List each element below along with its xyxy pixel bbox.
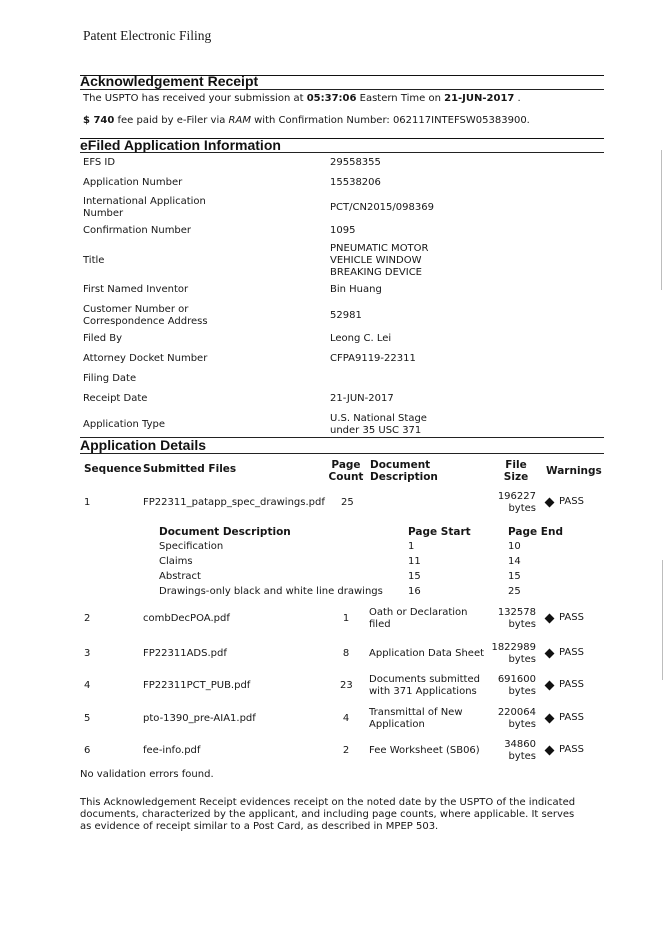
efiled-label: EFS ID <box>83 157 116 168</box>
warning-diamond-icon <box>545 681 555 691</box>
efiled-value: U.S. National Stage under 35 USC 371 <box>330 413 427 436</box>
efiled-bottom-rule <box>80 152 604 153</box>
row-sequence: 6 <box>84 745 91 756</box>
sub-row-end: 15 <box>508 571 521 582</box>
row-file-name: fee-info.pdf <box>143 745 201 756</box>
sub-row-start: 15 <box>408 571 421 582</box>
col-files-header: Submitted Files <box>143 463 237 475</box>
row-page-count: 25 <box>341 497 354 508</box>
fee-text-1: fee paid by e-Filer via <box>114 115 229 126</box>
footer-paragraph: This Acknowledgement Receipt evidences receipt on the noted date by the USPTO of the indicated documents, characterized by the applicant, and including page counts, where applicable. It serves as evidence of receipt similar to a Post Card, as described in MPEP 503. <box>80 797 576 832</box>
row-file-size: 34860 bytes <box>504 739 536 762</box>
row-file-size: 196227 bytes <box>497 491 536 514</box>
row-warning: PASS <box>559 744 584 755</box>
efiled-value: Bin Huang <box>330 284 382 295</box>
row-sequence: 3 <box>84 648 91 659</box>
row-description: Fee Worksheet (SB06) <box>369 745 480 756</box>
row-sequence: 2 <box>84 613 91 624</box>
col-description-header: Document Description <box>370 459 438 483</box>
efiled-top-rule <box>80 138 604 139</box>
row-description: Oath or Declaration filed <box>369 607 468 630</box>
efiled-label: First Named Inventor <box>83 284 189 295</box>
received-suffix: . <box>514 93 521 104</box>
sub-row-description: Claims <box>159 556 193 567</box>
sub-row-end: 25 <box>508 586 521 597</box>
ack-top-rule <box>80 75 604 76</box>
details-bottom-rule <box>80 453 604 454</box>
row-page-count: 2 <box>342 745 350 756</box>
row-warning: PASS <box>559 612 584 623</box>
efiled-label: Customer Number or Correspondence Address <box>83 304 208 327</box>
received-line <box>83 93 521 104</box>
efiled-value: 21-JUN-2017 <box>330 393 394 404</box>
efiled-label: Receipt Date <box>83 393 148 404</box>
scan-edge-mark <box>662 560 663 680</box>
sub-row-start: 11 <box>408 556 421 567</box>
fee-amount: $ 740 <box>83 115 115 126</box>
efiled-title: eFiled Application Information <box>80 137 281 153</box>
received-prefix: The USPTO has received your submission at <box>83 93 307 104</box>
row-page-count: 4 <box>342 713 350 724</box>
efiled-value: 15538206 <box>330 177 381 188</box>
fee-text-2: with Confirmation Number: 062117INTEFSW05383900. <box>250 115 530 126</box>
scan-edge-mark <box>661 150 662 290</box>
ack-bottom-rule <box>80 89 604 90</box>
warning-diamond-icon <box>545 614 555 624</box>
row-file-name: pto-1390_pre-AIA1.pdf <box>143 713 256 724</box>
efiled-value: 29558355 <box>330 157 381 168</box>
efiled-value: Leong C. Lei <box>330 333 392 344</box>
row-file-name: FP22311_patapp_spec_drawings.pdf <box>143 497 325 508</box>
efiled-label: International Application Number <box>83 196 206 219</box>
row-warning: PASS <box>559 712 584 723</box>
col-sequence-header: Sequence <box>84 463 142 475</box>
efiled-label: Title <box>83 255 105 266</box>
efiled-value: CFPA9119-22311 <box>330 353 416 364</box>
efiled-label: Filing Date <box>83 373 137 384</box>
sub-row-end: 10 <box>508 541 521 552</box>
fee-method: RAM <box>228 115 251 126</box>
sub-end-header: Page End <box>508 526 563 538</box>
validation-text: No validation errors found. <box>80 769 214 780</box>
warning-diamond-icon <box>545 714 555 724</box>
row-file-size: 132578 bytes <box>497 607 536 630</box>
row-description: Application Data Sheet <box>369 648 485 659</box>
row-sequence: 4 <box>84 680 91 691</box>
efiled-label: Application Number <box>83 177 183 188</box>
efiled-label: Application Type <box>83 419 166 430</box>
row-file-name: combDecPOA.pdf <box>143 613 230 624</box>
row-warning: PASS <box>559 496 584 507</box>
row-file-size: 1822989 bytes <box>491 642 536 665</box>
efiled-label: Confirmation Number <box>83 225 192 236</box>
received-date: 21-JUN-2017 <box>444 93 515 104</box>
received-tz: Eastern Time on <box>356 93 445 104</box>
row-page-count: 23 <box>340 680 353 691</box>
efiled-label: Attorney Docket Number <box>83 353 208 364</box>
col-warnings-header: Warnings <box>546 465 602 477</box>
sub-row-start: 16 <box>408 586 421 597</box>
sub-start-header: Page Start <box>408 526 471 538</box>
row-sequence: 5 <box>84 713 91 724</box>
efiled-value: 52981 <box>330 310 362 321</box>
row-description: Documents submitted with 371 Applications <box>369 674 480 697</box>
sub-row-description: Specification <box>159 541 224 552</box>
received-time: 05:37:06 <box>306 93 357 104</box>
page-header: Patent Electronic Filing <box>83 28 212 43</box>
row-sequence: 1 <box>84 497 91 508</box>
warning-diamond-icon <box>545 746 555 756</box>
ack-title: Acknowledgement Receipt <box>80 73 259 89</box>
row-page-count: 1 <box>342 613 350 624</box>
row-file-name: FP22311ADS.pdf <box>143 648 227 659</box>
sub-desc-header: Document Description <box>159 526 291 538</box>
warning-diamond-icon <box>545 498 555 508</box>
efiled-value: PCT/CN2015/098369 <box>330 202 434 213</box>
fee-line <box>83 115 530 126</box>
sub-row-description: Abstract <box>159 571 201 582</box>
row-file-size: 691600 bytes <box>497 674 536 697</box>
row-file-name: FP22311PCT_PUB.pdf <box>143 680 251 691</box>
row-page-count: 8 <box>342 648 350 659</box>
row-description: Transmittal of New Application <box>369 707 463 730</box>
col-pagecount-header: Page Count <box>328 459 364 483</box>
col-filesize-header: File Size <box>503 459 529 483</box>
details-title: Application Details <box>80 437 207 453</box>
efiled-value: PNEUMATIC MOTOR VEHICLE WINDOW BREAKING DEVICE <box>330 243 429 278</box>
row-warning: PASS <box>559 647 584 658</box>
warning-diamond-icon <box>545 649 555 659</box>
efiled-value: 1095 <box>330 225 356 236</box>
row-warning: PASS <box>559 679 584 690</box>
efiled-label: Filed By <box>83 333 123 344</box>
sub-row-start: 1 <box>408 541 415 552</box>
row-file-size: 220064 bytes <box>497 707 536 730</box>
sub-row-end: 14 <box>508 556 521 567</box>
sub-row-description: Drawings-only black and white line drawings <box>159 586 383 597</box>
